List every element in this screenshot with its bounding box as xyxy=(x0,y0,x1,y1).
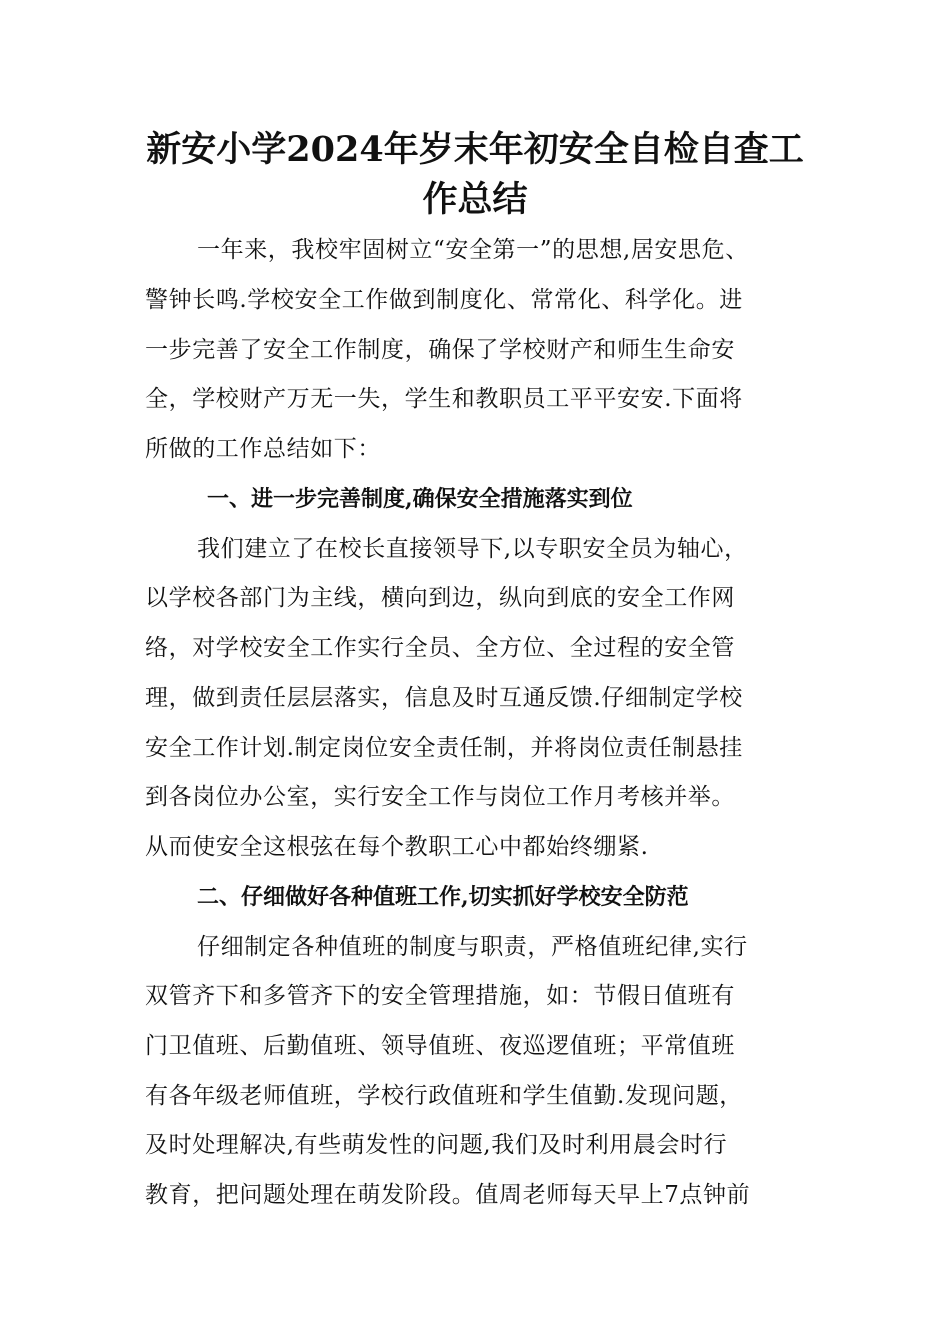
section-2-line-6: 教育，把问题处理在萌发阶段。值周老师每天早上7点钟前 xyxy=(145,1182,751,1208)
section-2-heading: 二、仔细做好各种值班工作,切实抓好学校安全防范 xyxy=(197,884,689,910)
section-2-line-4: 有各年级老师值班，学校行政值班和学生值勤.发现问题， xyxy=(145,1083,743,1109)
intro-line-1: 一年来，我校牢固树立“安全第一”的思想,居安思危、 xyxy=(197,237,749,263)
intro-line-4: 全，学校财产万无一失，学生和教职员工平平安安.下面将 xyxy=(145,386,743,412)
section-2-line-1: 仔细制定各种值班的制度与职责，严格值班纪律,实行 xyxy=(197,934,748,960)
document-title-line-2: 作总结 xyxy=(422,179,528,220)
section-1-line-1: 我们建立了在校长直接领导下,以专职安全员为轴心， xyxy=(197,536,748,562)
intro-line-2: 警钟长鸣.学校安全工作做到制度化、常常化、科学化。进 xyxy=(145,287,743,313)
section-1-line-3: 络，对学校安全工作实行全员、全方位、全过程的安全管 xyxy=(145,635,735,661)
section-2-line-5: 及时处理解决,有些萌发性的问题,我们及时利用晨会时行 xyxy=(145,1132,728,1158)
section-1-line-2: 以学校各部门为主线，横向到边，纵向到底的安全工作网 xyxy=(145,585,735,611)
section-1-heading: 一、进一步完善制度,确保安全措施落实到位 xyxy=(207,486,633,512)
section-2-line-3: 门卫值班、后勤值班、领导值班、夜巡逻值班；平常值班 xyxy=(145,1033,735,1059)
section-1-line-7: 从而使安全这根弦在每个教职工心中都始终绷紧. xyxy=(145,834,649,860)
intro-line-3: 一步完善了安全工作制度，确保了学校财产和师生生命安 xyxy=(145,337,735,363)
section-1-line-6: 到各岗位办公室，实行安全工作与岗位工作月考核并举。 xyxy=(145,784,735,810)
section-1-line-4: 理，做到责任层层落实，信息及时互通反馈.仔细制定学校 xyxy=(145,685,743,711)
section-2-line-2: 双管齐下和多管齐下的安全管理措施，如：节假日值班有 xyxy=(145,983,735,1009)
intro-line-5: 所做的工作总结如下： xyxy=(145,436,381,462)
section-1-line-5: 安全工作计划.制定岗位安全责任制，并将岗位责任制悬挂 xyxy=(145,735,743,761)
document-title-line-1: 新安小学2024年岁末年初安全自检自查工 xyxy=(146,129,804,170)
